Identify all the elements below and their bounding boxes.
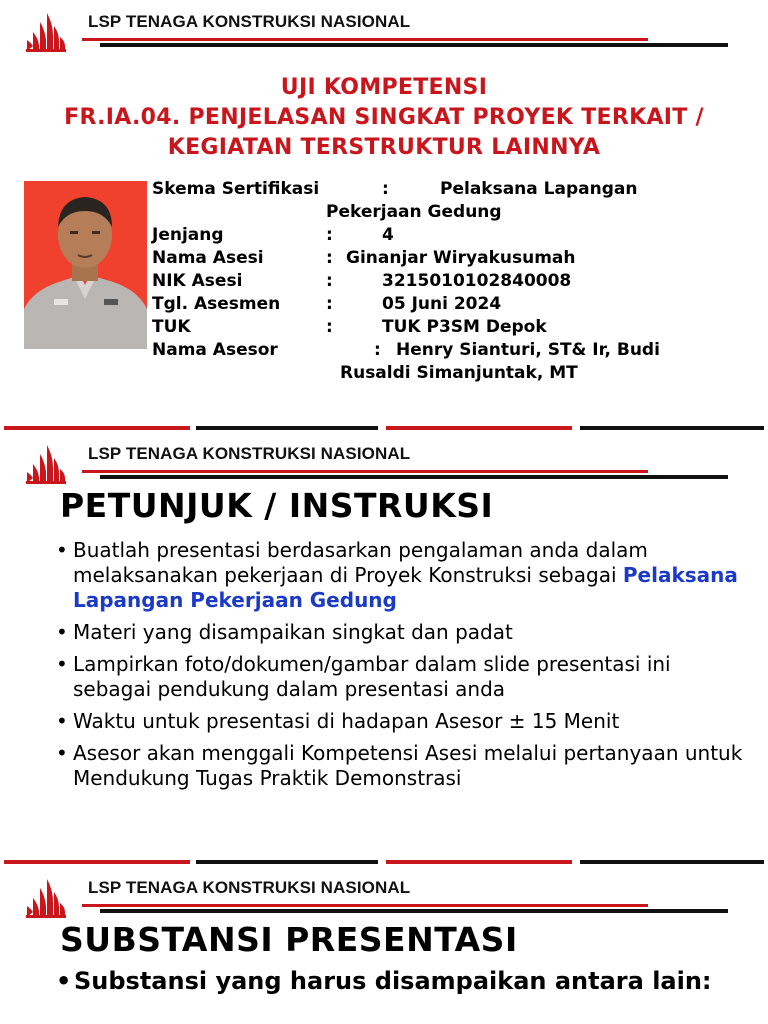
slide-separator [0, 422, 768, 432]
org-name: LSP TENAGA KONSTRUKSI NASIONAL [88, 444, 411, 463]
slide-instructions [0, 432, 768, 852]
field-value: TUK P3SM Depok [382, 317, 547, 337]
field-label: Skema Sertifikasi [152, 179, 320, 199]
slide-title [0, 0, 768, 422]
field-nama-asesi [152, 247, 752, 270]
field-label: TUK [152, 317, 191, 337]
field-nama-asesor-cont [152, 362, 752, 385]
asesi-info [152, 178, 752, 385]
field-sep: : [382, 179, 389, 199]
field-value: 3215010102840008 [382, 271, 572, 291]
field-nama-asesor [152, 339, 752, 362]
field-value: Pelaksana Lapangan [440, 179, 638, 199]
field-label: Tgl. Asesmen [152, 294, 281, 314]
slide-title-line-1: UJI KOMPETENSI [280, 75, 488, 100]
org-name: LSP TENAGA KONSTRUKSI NASIONAL [88, 878, 411, 897]
field-value: 05 Juni 2024 [382, 294, 502, 314]
field-jenjang [152, 224, 752, 247]
section-title: SUBSTANSI PRESENTASI [60, 920, 518, 959]
section-title: PETUNJUK / INSTRUKSI [60, 486, 494, 525]
list-item: • Waktu untuk presentasi di hadapan Asesor ± 15 Menit [56, 709, 746, 734]
instruction-list [56, 538, 746, 798]
header-rule-black [100, 909, 728, 913]
field-sep: : [374, 340, 381, 360]
list-item: • Buatlah presentasi berdasarkan pengalaman anda dalam melaksanakan pekerjaan di Proyek Konstruksi sebagai Pelaksana Lapangan Pekerjaan Gedung [56, 538, 746, 613]
header-rule-red [82, 904, 648, 907]
org-name: LSP TENAGA KONSTRUKSI NASIONAL [88, 12, 411, 31]
flame-building-logo [24, 876, 68, 918]
highlight-text: Pelaksana Lapangan Pekerjaan Gedung [73, 563, 738, 612]
field-sep: : [326, 271, 333, 291]
field-tgl-asesmen [152, 293, 752, 316]
slide-title-line-3: KEGIATAN TERSTRUKTUR LAINNYA [167, 135, 601, 160]
header-rule-black [100, 475, 728, 479]
field-nik [152, 270, 752, 293]
field-sep: : [326, 294, 333, 314]
field-label: Nama Asesi [152, 248, 264, 268]
field-sep: : [326, 317, 333, 337]
field-value: 4 [382, 225, 394, 245]
list-item: • Materi yang disampaikan singkat dan padat [56, 620, 746, 645]
slide-title-line-2: FR.IA.04. PENJELASAN SINGKAT PROYEK TERKAIT / [64, 105, 704, 130]
field-value-cont: Rusaldi Simanjuntak, MT [340, 363, 578, 383]
field-value-cont: Pekerjaan Gedung [326, 202, 502, 222]
flame-building-logo [24, 10, 68, 52]
field-value: Henry Sianturi, ST& Ir, Budi [396, 340, 660, 360]
field-sep: : [326, 248, 333, 268]
header-rule-black [100, 43, 728, 47]
field-label: Nama Asesor [152, 340, 278, 360]
field-label: Jenjang [152, 225, 224, 245]
list-item: • Substansi yang harus disampaikan antara lain: [56, 968, 746, 995]
flame-building-logo [24, 442, 68, 484]
field-skema-cont [152, 201, 752, 224]
field-sep: : [326, 225, 333, 245]
asesi-photo [24, 181, 147, 349]
header-rule-red [82, 38, 648, 41]
field-value: Ginanjar Wiryakusumah [346, 248, 576, 268]
slide-substance [0, 866, 768, 1024]
slide-separator [0, 856, 768, 866]
field-skema [152, 178, 752, 201]
list-item: • Lampirkan foto/dokumen/gambar dalam slide presentasi ini sebagai pendukung dalam presentasi anda [56, 652, 746, 702]
header-rule-red [82, 470, 648, 473]
field-tuk [152, 316, 752, 339]
field-label: NIK Asesi [152, 271, 243, 291]
list-item: • Asesor akan menggali Kompetensi Asesi melalui pertanyaan untuk Mendukung Tugas Praktik Demonstrasi [56, 741, 746, 791]
